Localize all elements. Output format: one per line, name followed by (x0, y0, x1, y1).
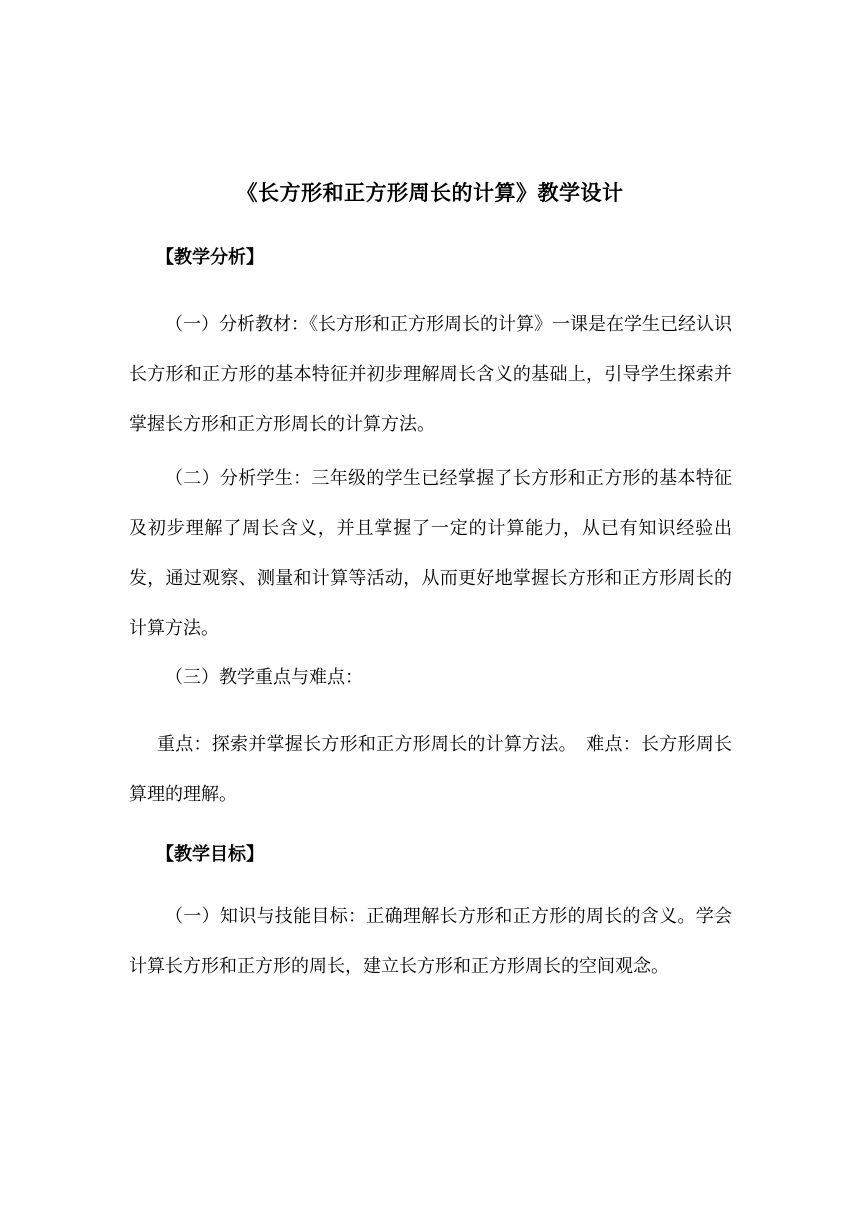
document-title: 《长方形和正方形周长的计算》教学设计 (236, 180, 624, 205)
section-heading-teaching-goals: 【教学目标】 (156, 844, 264, 865)
paragraph-knowledge-skill-goal: （一）知识与技能目标：正确理解长方形和正方形的周长的含义。学会计算长方形和正方形的周长，建立长方形和正方形周长的空间观念。 (129, 906, 732, 977)
section-heading-teaching-analysis: 【教学分析】 (156, 247, 264, 268)
paragraph-student-analysis: （二）分析学生：三年级的学生已经掌握了长方形和正方形的基本特征及初步理解了周长含义，并且掌握了一定的计算能力，从已有知识经验出发，通过观察、测量和计算等活动，从而更好地掌握长方形和正方形周长的计算方法。 (129, 468, 732, 639)
paragraph-textbook-analysis: （一）分析教材：《长方形和正方形周长的计算》一课是在学生已经认识长方形和正方形的基本特征并初步理解周长含义的基础上，引导学生探索并掌握长方形和正方形周长的计算方法。 (129, 314, 732, 435)
paragraph-key-and-difficult-points: 重点：探索并掌握长方形和正方形周长的计算方法。 难点：长方形周长算理的理解。 (129, 734, 732, 805)
paragraph-key-points-heading: （三）教学重点与难点： (165, 667, 363, 688)
